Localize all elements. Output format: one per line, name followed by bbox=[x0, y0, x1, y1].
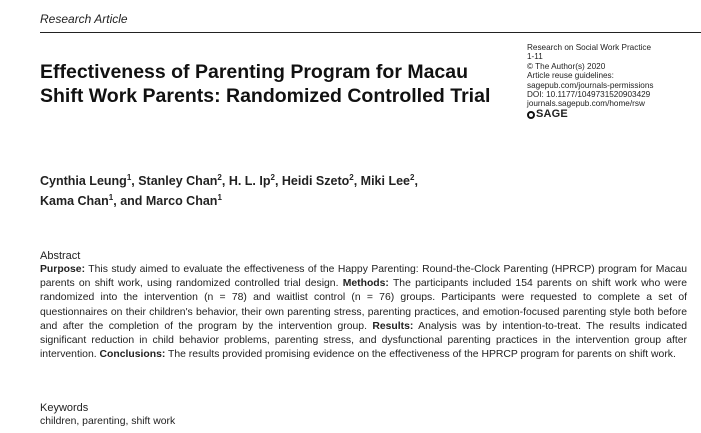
sage-logo bbox=[527, 107, 701, 120]
sage-logo-text: SAGE bbox=[536, 107, 568, 120]
sage-logo-icon bbox=[527, 111, 535, 119]
author-name: Marco Chan bbox=[145, 194, 218, 208]
methods-label: Methods: bbox=[342, 278, 389, 290]
abstract-section bbox=[40, 249, 687, 362]
author-name: Cynthia Leung bbox=[40, 174, 127, 188]
author-name: H. L. Ip bbox=[228, 174, 271, 188]
author-affiliation: 1 bbox=[217, 192, 222, 202]
author-affiliation: 2 bbox=[349, 172, 354, 182]
conclusions-text: The results provided promising evidence on the effectiveness of the HPRCP program for parents on shift work. bbox=[165, 349, 676, 361]
author-name: Kama Chan bbox=[40, 194, 109, 208]
author-name: Miki Lee bbox=[360, 174, 410, 188]
publication-meta bbox=[527, 43, 701, 119]
copyright: © The Author(s) 2020 bbox=[527, 61, 606, 71]
reuse-label: Article reuse guidelines: bbox=[527, 71, 614, 81]
author-affiliation: 2 bbox=[410, 172, 415, 182]
keywords-section bbox=[40, 401, 440, 429]
article-title: Effectiveness of Parenting Program for Macau Shift Work Parents: Randomized Controlled Trial bbox=[40, 61, 491, 107]
abstract-heading: Abstract bbox=[40, 250, 81, 262]
abstract-body bbox=[40, 263, 687, 362]
author-affiliation: 2 bbox=[217, 172, 222, 182]
methods-text: The participants included 154 parents on shift work who were randomized into the intervention (n = 78) and waitlist control (n = 76) groups. Participants were requested to complete a set of questionnaires on their children's behavior, their own parenting stress, parenting practices, and emotion-focused parenting style both before and after the completion of the program by the intervention group. bbox=[40, 278, 687, 332]
keywords-heading: Keywords bbox=[40, 402, 89, 414]
page-range: 1-11 bbox=[527, 52, 543, 62]
journal-link[interactable]: journals.sagepub.com/home/rsw bbox=[527, 99, 645, 109]
doi[interactable]: DOI: 10.1177/1049731520903429 bbox=[527, 90, 651, 100]
author-name: Heidi Szeto bbox=[281, 174, 350, 188]
article-type-label: Research Article bbox=[40, 12, 128, 26]
author-name: Stanley Chan bbox=[138, 174, 218, 188]
header-rule bbox=[40, 32, 701, 33]
journal-name: Research on Social Work Practice bbox=[527, 43, 652, 52]
author-affiliation: 1 bbox=[126, 172, 132, 182]
results-text: Analysis was by intention-to-treat. The results indicated significant reduction in child behavior problems, parenting stress, and dysfunctional parenting practices in the intervention group after intervention. bbox=[40, 320, 687, 361]
author-list: Cynthia Leung$^1$, Stanley Chan$^2$, H. L. Ip$^2$, Heidi Szeto$^2$, Miki Lee$^2$, Kama Chan$^1$, and Marco Chan$^1$ bbox=[40, 172, 418, 208]
keywords-list: children, parenting, shift work bbox=[40, 416, 176, 427]
conclusions-label: Conclusions: bbox=[99, 349, 166, 361]
purpose-label: Purpose: bbox=[40, 264, 86, 275]
author-affiliation: 2 bbox=[270, 172, 275, 182]
results-label: Results: bbox=[372, 320, 414, 332]
reuse-link[interactable]: sagepub.com/journals-permissions bbox=[527, 80, 654, 90]
author-affiliation: 1 bbox=[108, 192, 114, 202]
purpose-text: This study aimed to evaluate the effectiveness of the Happy Parenting: Round-the-Clock Parenting (HPRCP) program for Macau parents on shift work, using randomized controlled trial design. bbox=[40, 264, 687, 290]
